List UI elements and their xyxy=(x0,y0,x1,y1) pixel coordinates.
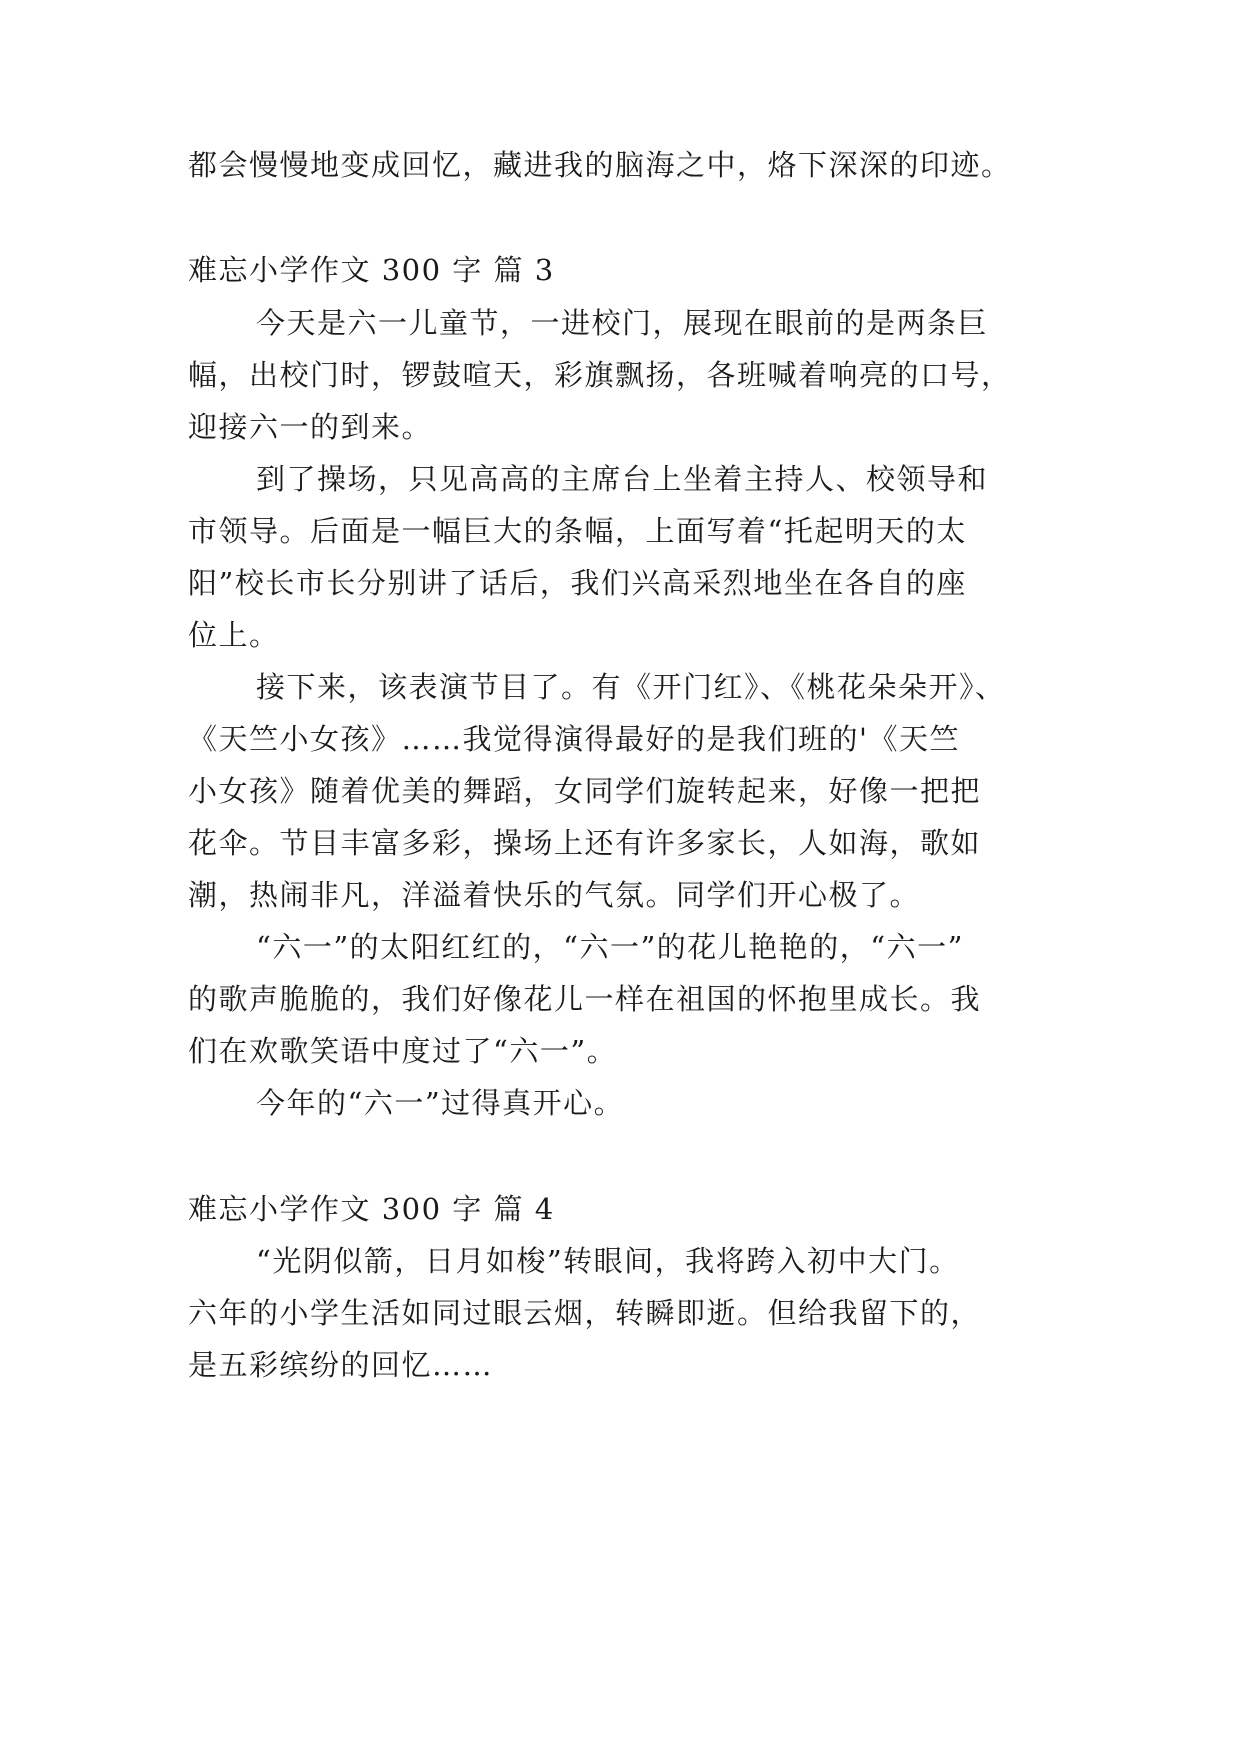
paragraph-line: 是五彩缤纷的回忆…… xyxy=(188,1348,494,1382)
paragraph-line: 位上。 xyxy=(188,618,280,652)
paragraph-line: “六一”的太阳红红的，“六一”的花儿艳艳的，“六一” xyxy=(256,930,964,964)
paragraph-line: 今天是六一儿童节，一进校门，展现在眼前的是两条巨 xyxy=(256,306,989,340)
paragraph-line: 们在欢歌笑语中度过了“六一”。 xyxy=(188,1034,618,1068)
paragraph-line: 阳”校长市长分别讲了话后，我们兴高采烈地坐在各自的座 xyxy=(188,566,967,600)
paragraph-line: 花伞。节目丰富多彩，操场上还有许多家长，人如海，歌如 xyxy=(188,826,982,860)
paragraph-line: 幅，出校门时，锣鼓喧天，彩旗飘扬，各班喊着响亮的口号， xyxy=(188,358,1012,392)
paragraph-line: 到了操场，只见高高的主席台上坐着主持人、校领导和 xyxy=(256,462,989,496)
paragraph-line: 潮，热闹非凡，洋溢着快乐的气氛。同学们开心极了。 xyxy=(188,878,921,912)
paragraph-line: 的歌声脆脆的，我们好像花儿一样在祖国的怀抱里成长。我 xyxy=(188,982,982,1016)
paragraph-line: 《天竺小女孩》……我觉得演得最好的是我们班的'《天竺 xyxy=(188,722,960,756)
section-heading-4: 难忘小学作文 300 字 篇 4 xyxy=(188,1192,555,1226)
paragraph-line: 迎接六一的到来。 xyxy=(188,410,433,444)
paragraph-line: “光阴似箭，日月如梭”转眼间，我将跨入初中大门。 xyxy=(256,1244,960,1278)
paragraph-line: 小女孩》随着优美的舞蹈，女同学们旋转起来，好像一把把 xyxy=(188,774,982,808)
paragraph-line: 接下来，该表演节目了。有《开门红》、《桃花朵朵开》、 xyxy=(256,670,1006,704)
paragraph-line: 都会慢慢地变成回忆，藏进我的脑海之中，烙下深深的印迹。 xyxy=(188,148,1012,182)
paragraph-line: 市领导。后面是一幅巨大的条幅，上面写着“托起明天的太 xyxy=(188,514,967,548)
paragraph-line: 今年的“六一”过得真开心。 xyxy=(256,1086,625,1120)
section-heading-3: 难忘小学作文 300 字 篇 3 xyxy=(188,253,555,287)
paragraph-line: 六年的小学生活如同过眼云烟，转瞬即逝。但给我留下的， xyxy=(188,1296,982,1330)
